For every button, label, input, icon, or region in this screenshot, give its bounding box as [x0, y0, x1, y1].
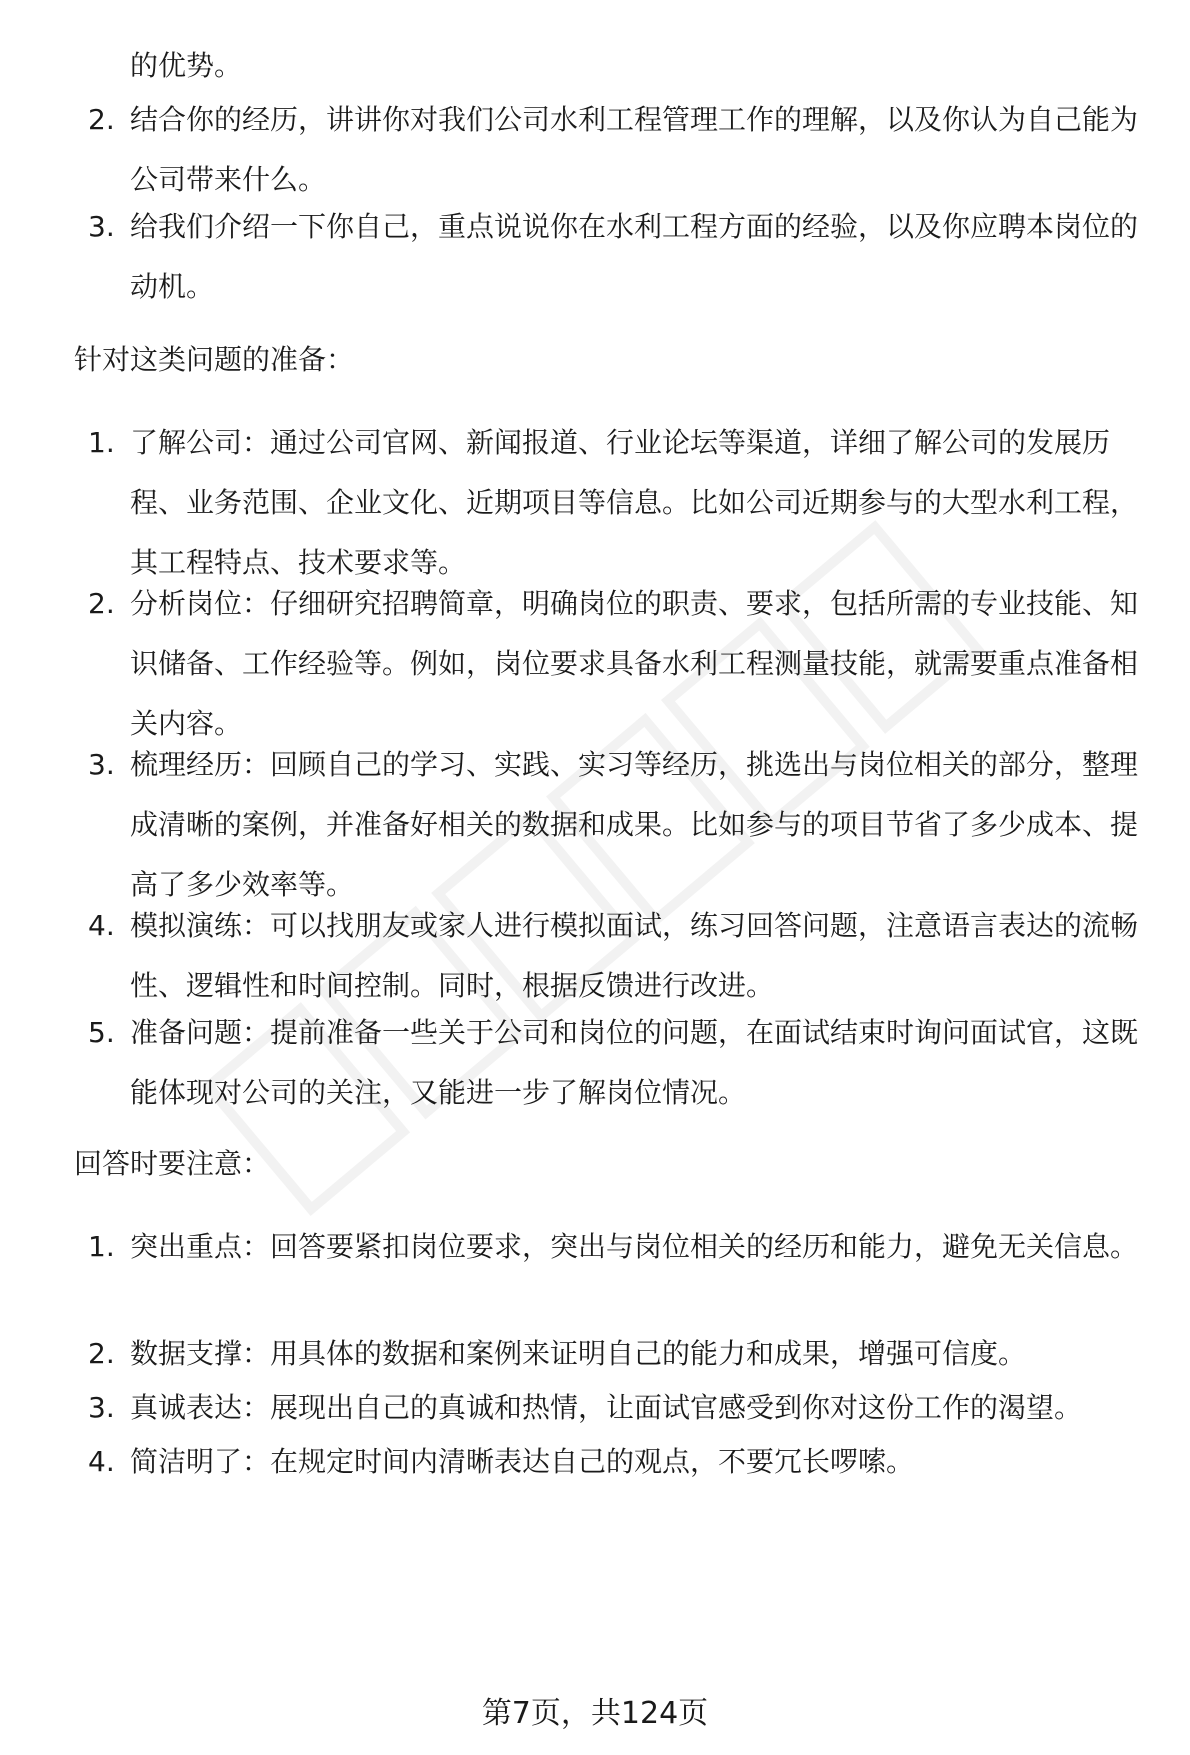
list-number: 2.: [88, 587, 115, 620]
list-text: 梳理经历：回顾自己的学习、实践、实习等经历，挑选出与岗位相关的部分，整理成清晰的案例，并准备好相关的数据和成果。比如参与的项目节省了多少成本、提高了多少效率等。: [130, 748, 1139, 901]
list-text: 准备问题：提前准备一些关于公司和岗位的问题，在面试结束时询问面试官，这既能体现对公司的关注，又能进一步了解岗位情况。: [130, 1016, 1139, 1109]
list-text: 了解公司：通过公司官网、新闻报道、行业论坛等渠道，详细了解公司的发展历程、业务范围、企业文化、近期项目等信息。比如公司近期参与的大型水利工程，其工程特点、技术要求等。: [130, 426, 1139, 579]
list-text: 结合你的经历，讲讲你对我们公司水利工程管理工作的理解，以及你认为自己能为公司带来什么。: [130, 103, 1139, 196]
section-heading-notes: 回答时要注意：: [74, 1147, 271, 1180]
continuation-text: 的优势。: [130, 49, 243, 82]
list-text: 分析岗位：仔细研究招聘简章，明确岗位的职责、要求，包括所需的专业技能、知识储备、工作经验等。例如，岗位要求具备水利工程测量技能，就需要重点准备相关内容。: [130, 587, 1139, 740]
list-number: 2.: [88, 1337, 115, 1370]
list-text: 数据支撑：用具体的数据和案例来证明自己的能力和成果，增强可信度。: [130, 1337, 1027, 1370]
list-number: 4.: [88, 1445, 115, 1478]
list-number: 4.: [88, 909, 115, 942]
list-number: 3.: [88, 748, 115, 781]
list-number: 3.: [88, 1391, 115, 1424]
list-number: 1.: [88, 1230, 115, 1263]
page-footer: 第7页，共124页: [481, 1696, 709, 1731]
list-text: 突出重点：回答要紧扣岗位要求，突出与岗位相关的经历和能力，避免无关信息。: [130, 1230, 1139, 1263]
list-number: 1.: [88, 426, 115, 459]
section-heading-prep: 针对这类问题的准备：: [74, 343, 355, 376]
list-number: 3.: [88, 210, 115, 243]
list-text: 真诚表达：展现出自己的真诚和热情，让面试官感受到你对这份工作的渴望。: [130, 1391, 1083, 1424]
list-number: 2.: [88, 103, 115, 136]
list-text: 简洁明了：在规定时间内清晰表达自己的观点，不要冗长啰嗦。: [130, 1445, 915, 1478]
list-text: 模拟演练：可以找朋友或家人进行模拟面试，练习回答问题，注意语言表达的流畅性、逻辑性和时间控制。同时，根据反馈进行改进。: [130, 909, 1139, 1002]
list-text: 给我们介绍一下你自己，重点说说你在水利工程方面的经验，以及你应聘本岗位的动机。: [130, 210, 1139, 303]
list-number: 5.: [88, 1016, 115, 1049]
